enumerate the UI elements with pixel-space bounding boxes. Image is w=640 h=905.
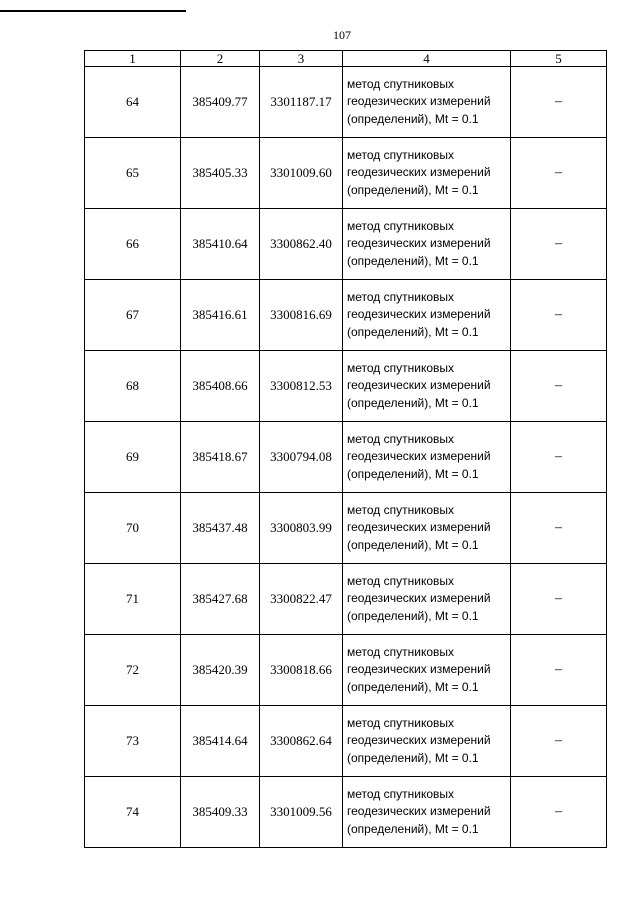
table-row bbox=[85, 280, 607, 351]
point-number-cell: 71 bbox=[85, 564, 181, 635]
y-coordinate-cell: 3301009.60 bbox=[260, 138, 343, 209]
method-cell: метод спутниковых геодезических измерений (определений), Mt = 0.1 bbox=[343, 280, 511, 351]
table-row bbox=[85, 706, 607, 777]
x-coordinate-cell: 385409.33 bbox=[181, 777, 260, 848]
method-cell: метод спутниковых геодезических измерений (определений), Mt = 0.1 bbox=[343, 138, 511, 209]
note-cell: – bbox=[511, 493, 607, 564]
method-cell: метод спутниковых геодезических измерений (определений), Mt = 0.1 bbox=[343, 351, 511, 422]
point-number-cell: 69 bbox=[85, 422, 181, 493]
y-coordinate-cell: 3300816.69 bbox=[260, 280, 343, 351]
x-coordinate-cell: 385427.68 bbox=[181, 564, 260, 635]
y-coordinate-cell: 3300822.47 bbox=[260, 564, 343, 635]
y-coordinate-cell: 3300862.40 bbox=[260, 209, 343, 280]
point-number-cell: 73 bbox=[85, 706, 181, 777]
note-cell: – bbox=[511, 351, 607, 422]
column-header: 2 bbox=[181, 51, 260, 67]
note-cell: – bbox=[511, 67, 607, 138]
method-cell: метод спутниковых геодезических измерений (определений), Mt = 0.1 bbox=[343, 209, 511, 280]
point-number-cell: 67 bbox=[85, 280, 181, 351]
y-coordinate-cell: 3300812.53 bbox=[260, 351, 343, 422]
point-number-cell: 64 bbox=[85, 67, 181, 138]
note-cell: – bbox=[511, 706, 607, 777]
x-coordinate-cell: 385416.61 bbox=[181, 280, 260, 351]
point-number-cell: 66 bbox=[85, 209, 181, 280]
column-header: 3 bbox=[260, 51, 343, 67]
point-number-cell: 74 bbox=[85, 777, 181, 848]
note-cell: – bbox=[511, 422, 607, 493]
x-coordinate-cell: 385418.67 bbox=[181, 422, 260, 493]
note-cell: – bbox=[511, 209, 607, 280]
top-rule bbox=[0, 10, 186, 12]
y-coordinate-cell: 3300803.99 bbox=[260, 493, 343, 564]
note-cell: – bbox=[511, 635, 607, 706]
table-row bbox=[85, 67, 607, 138]
point-number-cell: 65 bbox=[85, 138, 181, 209]
y-coordinate-cell: 3300794.08 bbox=[260, 422, 343, 493]
method-cell: метод спутниковых геодезических измерений (определений), Mt = 0.1 bbox=[343, 706, 511, 777]
x-coordinate-cell: 385414.64 bbox=[181, 706, 260, 777]
table-row bbox=[85, 351, 607, 422]
column-header: 4 bbox=[343, 51, 511, 67]
method-cell: метод спутниковых геодезических измерений (определений), Mt = 0.1 bbox=[343, 635, 511, 706]
table-row bbox=[85, 138, 607, 209]
page-number: 107 bbox=[333, 28, 351, 42]
x-coordinate-cell: 385410.64 bbox=[181, 209, 260, 280]
note-cell: – bbox=[511, 280, 607, 351]
note-cell: – bbox=[511, 777, 607, 848]
x-coordinate-cell: 385409.77 bbox=[181, 67, 260, 138]
coordinates-table bbox=[84, 50, 607, 848]
column-header: 1 bbox=[85, 51, 181, 67]
x-coordinate-cell: 385408.66 bbox=[181, 351, 260, 422]
method-cell: метод спутниковых геодезических измерений (определений), Mt = 0.1 bbox=[343, 777, 511, 848]
point-number-cell: 68 bbox=[85, 351, 181, 422]
y-coordinate-cell: 3300818.66 bbox=[260, 635, 343, 706]
table-row bbox=[85, 209, 607, 280]
y-coordinate-cell: 3301187.17 bbox=[260, 67, 343, 138]
header-row bbox=[85, 51, 607, 67]
point-number-cell: 72 bbox=[85, 635, 181, 706]
y-coordinate-cell: 3300862.64 bbox=[260, 706, 343, 777]
point-number-cell: 70 bbox=[85, 493, 181, 564]
table-row bbox=[85, 564, 607, 635]
method-cell: метод спутниковых геодезических измерений (определений), Mt = 0.1 bbox=[343, 564, 511, 635]
x-coordinate-cell: 385420.39 bbox=[181, 635, 260, 706]
table-row bbox=[85, 777, 607, 848]
table-row bbox=[85, 635, 607, 706]
y-coordinate-cell: 3301009.56 bbox=[260, 777, 343, 848]
method-cell: метод спутниковых геодезических измерений (определений), Mt = 0.1 bbox=[343, 493, 511, 564]
method-cell: метод спутниковых геодезических измерений (определений), Mt = 0.1 bbox=[343, 422, 511, 493]
method-cell: метод спутниковых геодезических измерений (определений), Mt = 0.1 bbox=[343, 67, 511, 138]
x-coordinate-cell: 385437.48 bbox=[181, 493, 260, 564]
column-header: 5 bbox=[511, 51, 607, 67]
table-row bbox=[85, 422, 607, 493]
x-coordinate-cell: 385405.33 bbox=[181, 138, 260, 209]
note-cell: – bbox=[511, 138, 607, 209]
note-cell: – bbox=[511, 564, 607, 635]
table-row bbox=[85, 493, 607, 564]
